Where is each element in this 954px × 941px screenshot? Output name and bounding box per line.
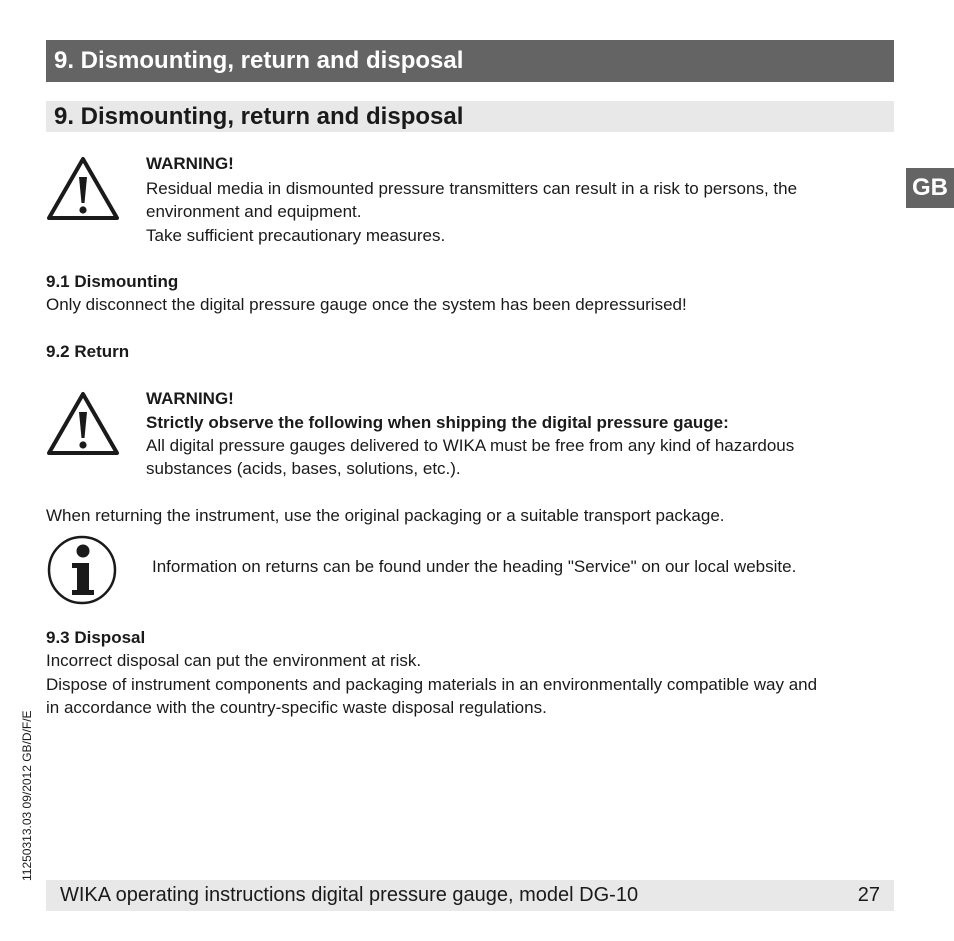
return-warning-text-line: substances (acids, bases, solutions, etc.). [146,459,461,478]
dismounting-text: Only disconnect the digital pressure gauge once the system has been depressurised! [46,295,687,314]
warning-triangle-icon [46,155,120,221]
packaging-text: When returning the instrument, use the original packaging or a suitable transport package. [46,506,725,525]
disposal-text-line: in accordance with the country-specific waste disposal regulations. [46,698,547,717]
disposal-heading: 9.3 Disposal [46,628,146,647]
chapter-banner-title: 9. Dismounting, return and disposal [54,47,464,74]
warning-triangle-icon [46,390,120,456]
return-warning-title: WARNING! [146,389,234,408]
dismounting-heading: 9.1 Dismounting [46,272,179,291]
return-warning-subtitle: Strictly observe the following when shipping the digital pressure gauge: [146,413,729,432]
section-title: 9. Dismounting, return and disposal [54,103,464,130]
language-tab: GB [906,168,954,208]
info-text: Information on returns can be found under the heading "Service" on our local website. [152,557,797,576]
chapter-banner [46,40,894,82]
warning-text-line: Take sufficient precautionary measures. [146,226,446,245]
return-heading: 9.2 Return [46,342,130,361]
warning-text-line: Residual media in dismounted pressure transmitters can result in a risk to persons, the [146,179,798,198]
disposal-text-line: Dispose of instrument components and packaging materials in an environmentally compatible way and [46,675,818,694]
section-title-bar [46,101,894,132]
return-warning-text-line: All digital pressure gauges delivered to WIKA must be free from any kind of hazardous [146,436,795,455]
warning-text-line: environment and equipment. [146,202,362,221]
warning-title: WARNING! [146,154,234,173]
page-footer [46,880,894,911]
info-icon [46,534,118,606]
document-code-sidebar [14,681,38,881]
page-number: 27 [857,884,880,906]
disposal-text-line: Incorrect disposal can put the environment at risk. [46,651,422,670]
document-code: 11250313.03 09/2012 GB/D/F/E [20,710,34,881]
footer-title: WIKA operating instructions digital pressure gauge, model DG-10 [60,884,639,906]
